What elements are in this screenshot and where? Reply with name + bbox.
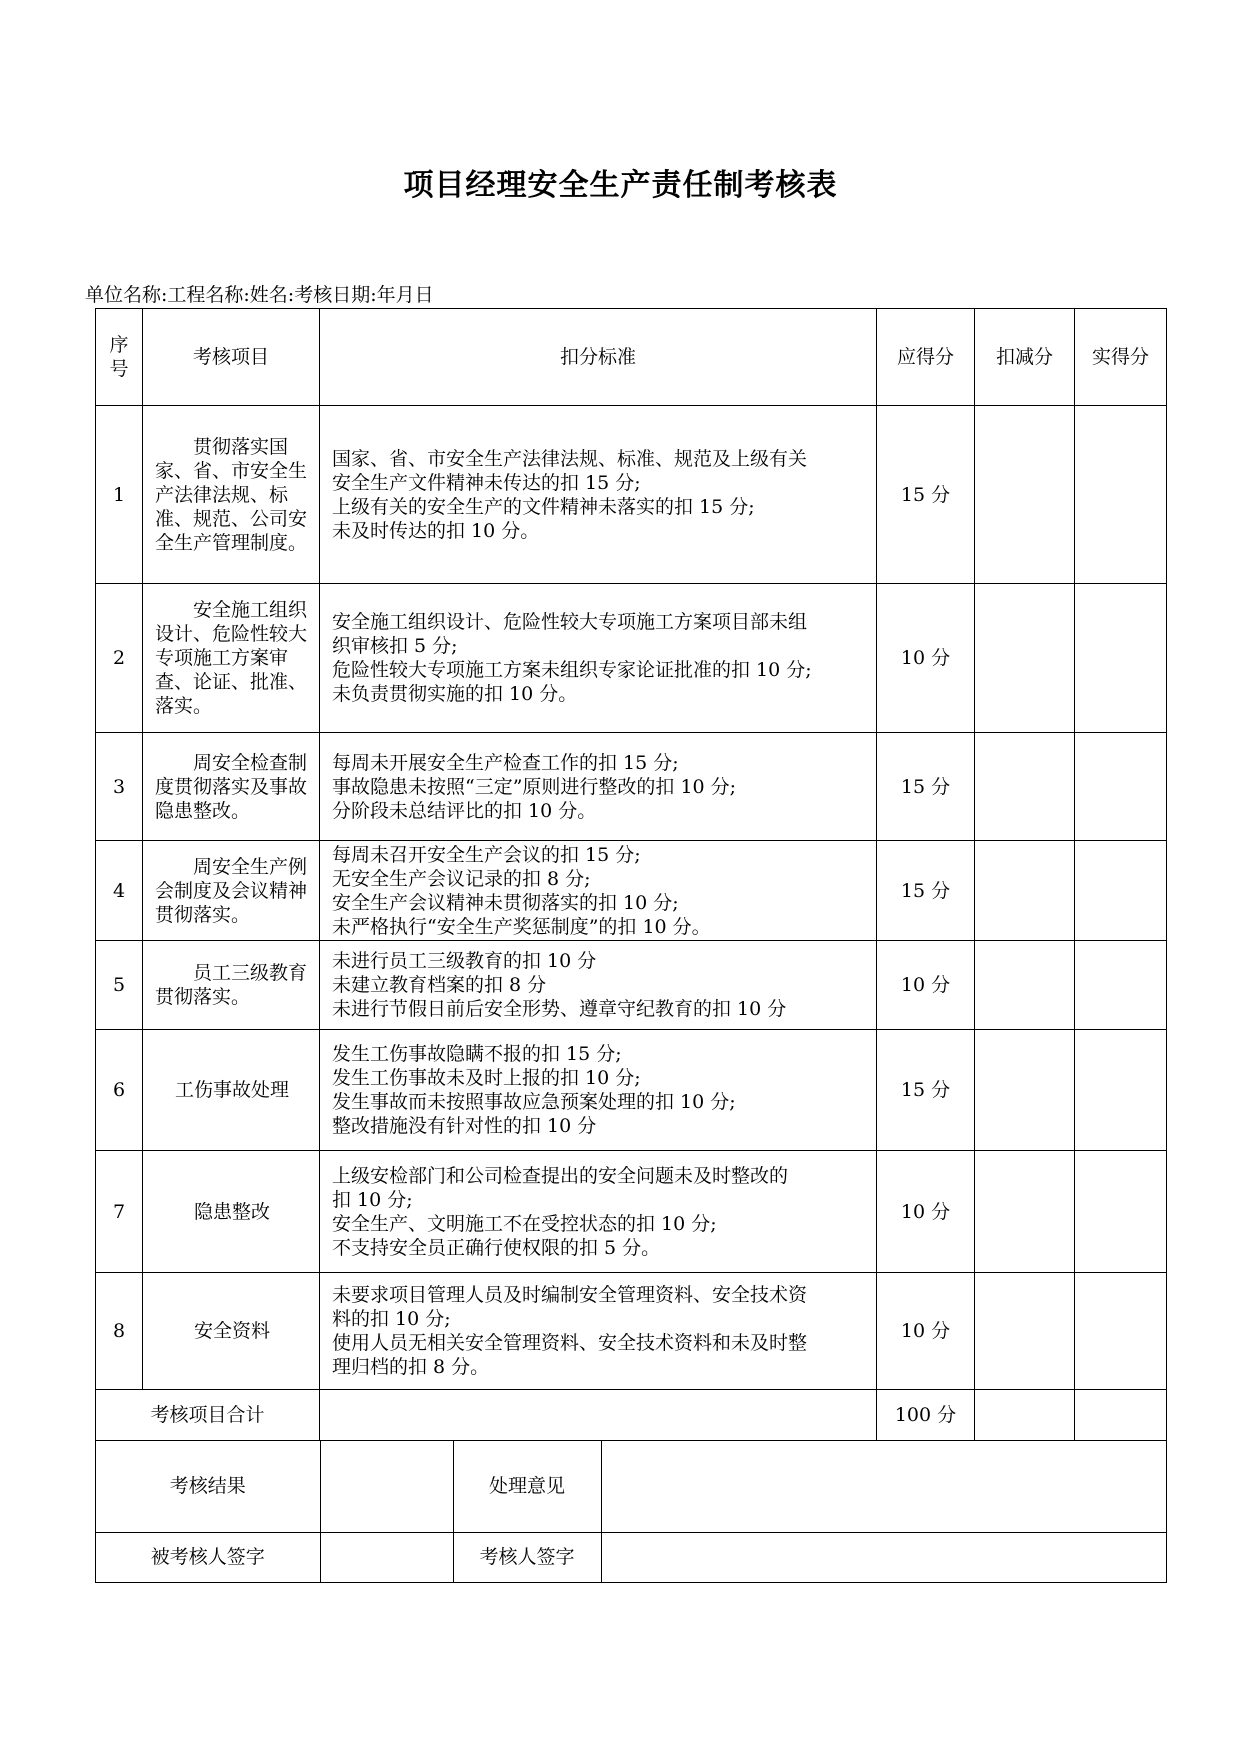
result-value-cell[interactable]	[320, 1441, 453, 1532]
criteria-line: 未及时传达的扣 10 分。	[332, 519, 540, 542]
table-row	[96, 1151, 1167, 1273]
row-deduct-cell[interactable]	[975, 941, 1075, 1030]
table-row	[96, 1273, 1167, 1390]
examinee-sign-label: 被考核人签字	[96, 1532, 320, 1582]
form-title: 项目经理安全生产责任制考核表	[403, 168, 838, 203]
row-item	[143, 1030, 320, 1151]
row-criteria	[320, 1273, 877, 1390]
examiner-sign-cell[interactable]	[601, 1532, 1166, 1582]
row-criteria	[320, 406, 877, 584]
row-item	[143, 1151, 320, 1273]
opinion-label: 处理意见	[453, 1441, 601, 1532]
row-seq: 2	[96, 584, 143, 733]
row-item	[143, 841, 320, 941]
row-seq: 4	[96, 841, 143, 941]
total-deduct-cell[interactable]	[975, 1390, 1075, 1441]
row-criteria	[320, 1151, 877, 1273]
examiner-sign-label: 考核人签字	[453, 1532, 601, 1582]
row-due-score: 15 分	[877, 841, 975, 941]
row-due-score: 15 分	[877, 1030, 975, 1151]
total-label: 考核项目合计	[96, 1390, 320, 1441]
criteria-line: 织审核扣 5 分;	[332, 635, 458, 657]
criteria-line: 未负责贯彻实施的扣 10 分。	[332, 683, 578, 705]
row-due-score: 10 分	[877, 1151, 975, 1273]
table-body	[96, 309, 1167, 406]
table-row	[96, 1030, 1167, 1151]
header-seq: 序号	[96, 309, 143, 406]
row-actual-cell[interactable]	[1075, 1273, 1167, 1390]
row-seq: 1	[96, 406, 143, 584]
footer-row	[96, 1441, 1167, 1583]
header-item: 考核项目	[143, 309, 320, 406]
row-criteria	[320, 733, 877, 841]
row-item-text: 安全资料	[193, 1320, 270, 1342]
header-row	[96, 309, 1167, 406]
meta-line: 单位名称:工程名称:姓名:考核日期:年月日	[85, 284, 434, 306]
row-seq: 5	[96, 941, 143, 1030]
assessment-table	[95, 308, 1167, 1583]
row-actual-cell[interactable]	[1075, 733, 1167, 841]
row-deduct-cell[interactable]	[975, 1151, 1075, 1273]
criteria-line: 事故隐患未按照“三定”原则进行整改的扣 10 分;	[332, 775, 737, 798]
row-due-score: 10 分	[877, 941, 975, 1030]
row-item	[143, 406, 320, 584]
opinion-value-cell[interactable]	[601, 1441, 1166, 1532]
row-deduct-cell[interactable]	[975, 1273, 1075, 1390]
criteria-line: 危险性较大专项施工方案未组织专家论证批准的扣 10 分;	[332, 659, 812, 681]
signature-row	[96, 1532, 1166, 1582]
row-item	[143, 1273, 320, 1390]
footer-table	[96, 1441, 1166, 1582]
row-item-text: 工伤事故处理	[174, 1079, 289, 1101]
row-due-score: 15 分	[877, 733, 975, 841]
row-due-score: 10 分	[877, 1273, 975, 1390]
criteria-line: 分阶段未总结评比的扣 10 分。	[332, 799, 597, 822]
footer-cell	[96, 1441, 1167, 1583]
row-actual-cell[interactable]	[1075, 1151, 1167, 1273]
row-actual-cell[interactable]	[1075, 941, 1167, 1030]
row-actual-cell[interactable]	[1075, 406, 1167, 584]
row-item-text: 周安全生产例会制度及会议精神贯彻落实。	[155, 855, 308, 926]
row-deduct-cell[interactable]	[975, 733, 1075, 841]
criteria-line: 无安全生产会议记录的扣 8 分;	[332, 867, 591, 890]
row-seq: 7	[96, 1151, 143, 1273]
criteria-line: 未严格执行“安全生产奖惩制度”的扣 10 分。	[332, 915, 711, 938]
criteria-line: 未进行员工三级教育的扣 10 分	[332, 950, 597, 972]
row-item-text: 周安全检查制度贯彻落实及事故隐患整改。	[155, 751, 308, 822]
rows-body	[96, 406, 1167, 1390]
criteria-line: 安全施工组织设计、危险性较大专项施工方案项目部未组	[332, 611, 808, 633]
row-deduct-cell[interactable]	[975, 841, 1075, 941]
row-due-score: 15 分	[877, 406, 975, 584]
row-actual-cell[interactable]	[1075, 584, 1167, 733]
row-seq: 8	[96, 1273, 143, 1390]
row-item	[143, 733, 320, 841]
row-deduct-cell[interactable]	[975, 1030, 1075, 1151]
row-actual-cell[interactable]	[1075, 1030, 1167, 1151]
criteria-line: 上级安检部门和公司检查提出的安全问题未及时整改的	[332, 1164, 789, 1187]
criteria-line: 安全生产会议精神未贯彻落实的扣 10 分;	[332, 891, 679, 914]
total-score: 100 分	[877, 1390, 975, 1441]
table-row	[96, 584, 1167, 733]
row-criteria	[320, 584, 877, 733]
criteria-line: 未进行节假日前后安全形势、遵章守纪教育的扣 10 分	[332, 998, 787, 1020]
criteria-line: 未建立教育档案的扣 8 分	[332, 974, 547, 996]
criteria-line: 不支持安全员正确行使权限的扣 5 分。	[332, 1236, 661, 1259]
row-item	[143, 941, 320, 1030]
result-row	[96, 1441, 1166, 1532]
header-criteria: 扣分标准	[320, 309, 877, 406]
row-deduct-cell[interactable]	[975, 406, 1075, 584]
row-seq: 6	[96, 1030, 143, 1151]
row-due-score: 10 分	[877, 584, 975, 733]
table-row	[96, 406, 1167, 584]
criteria-line: 料的扣 10 分;	[332, 1308, 451, 1330]
row-criteria	[320, 841, 877, 941]
criteria-line: 理归档的扣 8 分。	[332, 1356, 490, 1378]
table-row	[96, 733, 1167, 841]
criteria-line: 扣 10 分;	[332, 1188, 413, 1211]
criteria-line: 每周未召开安全生产会议的扣 15 分;	[332, 843, 641, 866]
row-item-text: 贯彻落实国家、省、市安全生产法律法规、标准、规范、公司安全生产管理制度。	[155, 435, 308, 554]
row-item-text: 安全施工组织设计、危险性较大专项施工方案审查、论证、批准、落实。	[155, 599, 308, 717]
header-due-score: 应得分	[877, 309, 975, 406]
criteria-line: 发生工伤事故隐瞒不报的扣 15 分;	[332, 1043, 622, 1065]
table-row	[96, 941, 1167, 1030]
criteria-line: 安全生产文件精神未传达的扣 15 分;	[332, 471, 641, 494]
row-item	[143, 584, 320, 733]
row-criteria	[320, 941, 877, 1030]
criteria-line: 上级有关的安全生产的文件精神未落实的扣 15 分;	[332, 495, 755, 518]
criteria-line: 每周未开展安全生产检查工作的扣 15 分;	[332, 751, 679, 774]
criteria-line: 发生工伤事故未及时上报的扣 10 分;	[332, 1067, 641, 1089]
header-deduct-score: 扣减分	[975, 309, 1075, 406]
result-label: 考核结果	[96, 1441, 320, 1532]
row-item-text: 隐患整改	[193, 1200, 270, 1223]
table-row	[96, 841, 1167, 941]
criteria-line: 未要求项目管理人员及时编制安全管理资料、安全技术资	[332, 1284, 808, 1306]
total-criteria-cell	[320, 1390, 877, 1441]
row-actual-cell[interactable]	[1075, 841, 1167, 941]
row-seq: 3	[96, 733, 143, 841]
criteria-line: 整改措施没有针对性的扣 10 分	[332, 1115, 597, 1137]
row-deduct-cell[interactable]	[975, 584, 1075, 733]
total-row	[96, 1390, 1167, 1441]
summary-body	[96, 1390, 1167, 1583]
row-item-text: 员工三级教育贯彻落实。	[155, 962, 308, 1008]
criteria-line: 安全生产、文明施工不在受控状态的扣 10 分;	[332, 1212, 717, 1235]
criteria-line: 国家、省、市安全生产法律法规、标准、规范及上级有关	[332, 447, 808, 470]
examinee-sign-cell[interactable]	[320, 1532, 453, 1582]
row-criteria	[320, 1030, 877, 1151]
criteria-line: 使用人员无相关安全管理资料、安全技术资料和未及时整	[332, 1332, 808, 1354]
total-actual-cell[interactable]	[1075, 1390, 1167, 1441]
header-actual-score: 实得分	[1075, 309, 1167, 406]
criteria-line: 发生事故而未按照事故应急预案处理的扣 10 分;	[332, 1091, 736, 1113]
